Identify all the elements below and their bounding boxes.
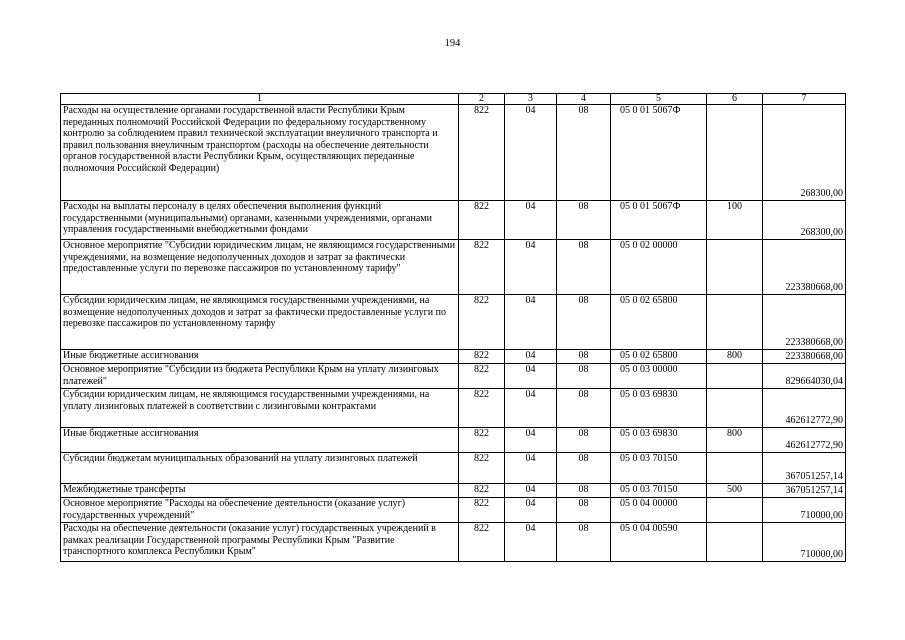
row-target-article: 05 0 01 5067Ф — [611, 105, 707, 201]
row-subsection: 08 — [557, 389, 611, 428]
row-description: Основное мероприятие "Субсидии юридическим лицам, не являющимся государственными учреждениями, на возмещение недополученных доходов и затрат за фактически предоставленные услуги по перевозке пассажиров по установленному тарифу" — [61, 240, 459, 295]
table-row — [61, 295, 846, 350]
row-amount: 268300,00 — [763, 201, 846, 240]
row-subsection: 08 — [557, 498, 611, 523]
row-expense-type: 800 — [707, 428, 763, 453]
column-header: 2 — [459, 94, 505, 105]
row-expense-type — [707, 364, 763, 389]
row-ministry-code: 822 — [459, 428, 505, 453]
row-amount: 462612772,90 — [763, 389, 846, 428]
row-amount: 710000,00 — [763, 523, 846, 562]
row-ministry-code: 822 — [459, 389, 505, 428]
column-header: 4 — [557, 94, 611, 105]
row-expense-type — [707, 523, 763, 562]
row-target-article: 05 0 03 00000 — [611, 364, 707, 389]
row-section: 04 — [505, 453, 557, 484]
row-target-article: 05 0 02 65800 — [611, 350, 707, 364]
table-row — [61, 389, 846, 428]
row-section: 04 — [505, 240, 557, 295]
row-expense-type: 500 — [707, 484, 763, 498]
table-row — [61, 498, 846, 523]
row-subsection: 08 — [557, 240, 611, 295]
row-description: Основное мероприятие "Расходы на обеспечение деятельности (оказание услуг) государственных учреждений" — [61, 498, 459, 523]
row-section: 04 — [505, 484, 557, 498]
row-target-article: 05 0 03 70150 — [611, 453, 707, 484]
row-ministry-code: 822 — [459, 453, 505, 484]
row-expense-type — [707, 240, 763, 295]
row-section: 04 — [505, 295, 557, 350]
row-subsection: 08 — [557, 484, 611, 498]
row-subsection: 08 — [557, 350, 611, 364]
table-row — [61, 364, 846, 389]
row-amount: 462612772,90 — [763, 428, 846, 453]
table-row — [61, 105, 846, 201]
row-expense-type — [707, 498, 763, 523]
row-section: 04 — [505, 498, 557, 523]
row-ministry-code: 822 — [459, 364, 505, 389]
row-description: Расходы на осуществление органами государственной власти Республики Крым переданных полномочий Российской Федерации по федеральному государственному контролю за соблюдением правил технической эксплуатации внеуличного транспорта и правил пользования внеуличным транспортом (расходы на обеспечение деятельности органов государственной власти Республики Крым, осуществляющих переданные полномочия Российской Федерации) — [61, 105, 459, 201]
row-ministry-code: 822 — [459, 484, 505, 498]
row-expense-type — [707, 295, 763, 350]
row-description: Основное мероприятие "Субсидии из бюджета Республики Крым на уплату лизинговых платежей" — [61, 364, 459, 389]
row-ministry-code: 822 — [459, 523, 505, 562]
row-amount: 367051257,14 — [763, 453, 846, 484]
row-target-article: 05 0 03 70150 — [611, 484, 707, 498]
row-section: 04 — [505, 428, 557, 453]
table-row — [61, 201, 846, 240]
row-amount: 710000,00 — [763, 498, 846, 523]
row-subsection: 08 — [557, 523, 611, 562]
row-target-article: 05 0 02 65800 — [611, 295, 707, 350]
row-target-article: 05 0 03 69830 — [611, 389, 707, 428]
column-header: 3 — [505, 94, 557, 105]
row-ministry-code: 822 — [459, 350, 505, 364]
row-section: 04 — [505, 350, 557, 364]
row-expense-type — [707, 453, 763, 484]
row-description: Межбюджетные трансферты — [61, 484, 459, 498]
row-target-article: 05 0 03 69830 — [611, 428, 707, 453]
row-target-article: 05 0 04 00590 — [611, 523, 707, 562]
row-amount: 268300,00 — [763, 105, 846, 201]
row-description: Иные бюджетные ассигнования — [61, 428, 459, 453]
column-header: 6 — [707, 94, 763, 105]
row-amount: 223380668,00 — [763, 240, 846, 295]
table-row — [61, 484, 846, 498]
column-header: 5 — [611, 94, 707, 105]
row-ministry-code: 822 — [459, 295, 505, 350]
row-subsection: 08 — [557, 453, 611, 484]
row-amount: 223380668,00 — [763, 295, 846, 350]
row-subsection: 08 — [557, 428, 611, 453]
row-target-article: 05 0 04 00000 — [611, 498, 707, 523]
table-header-row — [61, 94, 846, 105]
row-amount: 223380668,00 — [763, 350, 846, 364]
row-section: 04 — [505, 201, 557, 240]
row-subsection: 08 — [557, 105, 611, 201]
page-number: 194 — [444, 38, 461, 49]
row-description: Субсидии бюджетам муниципальных образований на уплату лизинговых платежей — [61, 453, 459, 484]
row-section: 04 — [505, 523, 557, 562]
row-description: Расходы на выплаты персоналу в целях обеспечения выполнения функций государственными (муниципальными) органами, казенными учреждениями, органами управления государственными внебюджетными фондами — [61, 201, 459, 240]
table-row — [61, 240, 846, 295]
row-subsection: 08 — [557, 295, 611, 350]
row-description: Субсидии юридическим лицам, не являющимся государственными учреждениями, на возмещение недополученных доходов и затрат за фактически предоставленные услуги по перевозке пассажиров по установленному тарифу — [61, 295, 459, 350]
row-subsection: 08 — [557, 364, 611, 389]
column-header: 7 — [763, 94, 846, 105]
row-description: Субсидии юридическим лицам, не являющимся государственными учреждениями, на уплату лизинговых платежей в соответствии с лизинговыми контрактами — [61, 389, 459, 428]
row-ministry-code: 822 — [459, 201, 505, 240]
column-header: 1 — [61, 94, 459, 105]
row-expense-type — [707, 105, 763, 201]
budget-table — [60, 93, 846, 562]
row-ministry-code: 822 — [459, 240, 505, 295]
row-target-article: 05 0 02 00000 — [611, 240, 707, 295]
row-expense-type — [707, 389, 763, 428]
row-section: 04 — [505, 105, 557, 201]
row-description: Иные бюджетные ассигнования — [61, 350, 459, 364]
row-subsection: 08 — [557, 201, 611, 240]
table-row — [61, 453, 846, 484]
row-amount: 829664030,04 — [763, 364, 846, 389]
row-target-article: 05 0 01 5067Ф — [611, 201, 707, 240]
row-section: 04 — [505, 364, 557, 389]
row-amount: 367051257,14 — [763, 484, 846, 498]
row-expense-type: 800 — [707, 350, 763, 364]
row-description: Расходы на обеспечение деятельности (оказание услуг) государственных учреждений в рамках реализации Государственной программы Республики Крым "Развитие транспортного комплекса Республики Крым" — [61, 523, 459, 562]
table-row — [61, 523, 846, 562]
table-row — [61, 428, 846, 453]
row-ministry-code: 822 — [459, 105, 505, 201]
table-row — [61, 350, 846, 364]
row-expense-type: 100 — [707, 201, 763, 240]
row-ministry-code: 822 — [459, 498, 505, 523]
row-section: 04 — [505, 389, 557, 428]
